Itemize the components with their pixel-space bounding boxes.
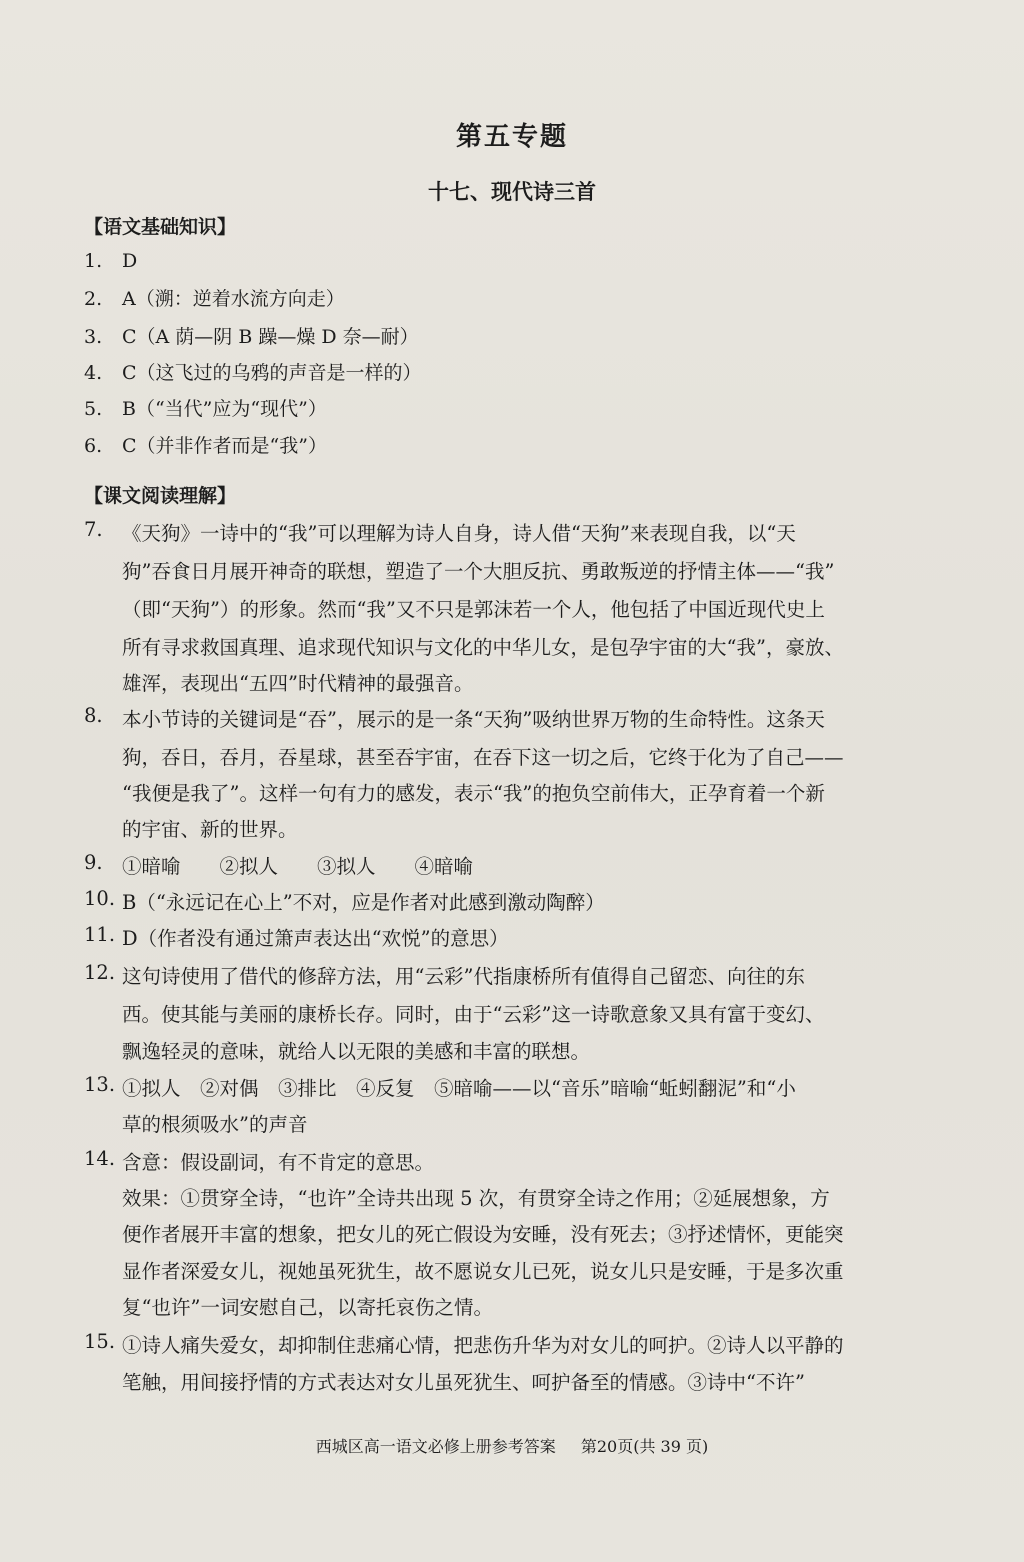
q14-line: 效果：①贯穿全诗，“也许”全诗共出现 5 次，有贯穿全诗之作用；②延展想象，方 — [122, 1187, 830, 1210]
q9-text: ①暗喻 ②拟人 ③拟人 ④暗喻 — [122, 855, 474, 878]
footer-doc-title: 西城区高一语文必修上册参考答案 — [315, 1437, 556, 1456]
q10-text: B（“永远记在心上”不对，应是作者对此感到激动陶醉） — [122, 891, 605, 914]
page-title: 第五专题 — [455, 122, 568, 152]
q7-line: 所有寻求救国真理、追求现代知识与文化的中华儿女，是包孕宇宙的大“我”，豪放、 — [122, 636, 844, 659]
q14-line: 便作者展开丰富的想象，把女儿的死亡假设为安睡，没有死去；③抒述情怀，更能突 — [122, 1223, 844, 1246]
item-number: 4. — [84, 362, 103, 384]
item-number: 11. — [84, 923, 116, 946]
item-text: C（这飞过的乌鸦的声音是一样的） — [122, 362, 422, 384]
q8-line: 本小节诗的关键词是“吞”，展示的是一条“天狗”吸纳世界万物的生命特性。这条天 — [122, 708, 825, 731]
item-number: 12. — [84, 961, 116, 984]
q8-line: 狗，吞日，吞月，吞星球，甚至吞宇宙，在吞下这一切之后，它终于化为了自己—— — [122, 746, 844, 769]
item-text: D — [122, 250, 138, 272]
q13-line: ①拟人 ②对偶 ③排比 ④反复 ⑤暗喻——以“音乐”暗喻“蚯蚓翻泥”和“小 — [122, 1077, 796, 1100]
item-text: C（并非作者而是“我”） — [122, 435, 327, 457]
item-number: 1. — [84, 250, 103, 272]
item-text: B（“当代”应为“现代”） — [122, 398, 327, 420]
item-number: 13. — [84, 1073, 116, 1096]
item-number: 6. — [84, 435, 103, 457]
q13-line: 草的根须吸水”的声音 — [122, 1113, 308, 1136]
section-subtitle: 十七、现代诗三首 — [428, 180, 596, 204]
q14-line: 含意：假设副词，有不肯定的意思。 — [122, 1151, 435, 1174]
q8-line: 的宇宙、新的世界。 — [122, 818, 298, 841]
item-number: 15. — [84, 1330, 116, 1353]
item-number: 7. — [84, 518, 103, 541]
q7-line: （即“天狗”）的形象。然而“我”又不只是郭沫若一个人，他包括了中国近现代史上 — [122, 598, 825, 621]
item-text: C（A 荫—阴 B 躁—燥 D 奈—耐） — [122, 326, 419, 348]
item-number: 2. — [84, 288, 103, 310]
q7-line: 《天狗》一诗中的“我”可以理解为诗人自身，诗人借“天狗”来表现自我，以“天 — [122, 522, 796, 545]
item-number: 3. — [84, 326, 103, 348]
q7-line: 狗”吞食日月展开神奇的联想，塑造了一个大胆反抗、勇敢叛逆的抒情主体——“我” — [122, 560, 835, 583]
item-number: 5. — [84, 398, 103, 420]
q8-line: “我便是我了”。这样一句有力的感发，表示“我”的抱负空前伟大，正孕育着一个新 — [122, 782, 825, 805]
q7-line: 雄浑，表现出“五四”时代精神的最强音。 — [122, 672, 474, 695]
page-footer — [0, 1434, 1024, 1457]
q11-text: D（作者没有通过箫声表达出“欢悦”的意思） — [122, 927, 509, 950]
q15-line: 笔触，用间接抒情的方式表达对女儿虽死犹生、呵护备至的情感。③诗中“不许” — [122, 1371, 805, 1394]
item-text: A（溯：逆着水流方向走） — [122, 288, 345, 310]
item-number: 9. — [84, 851, 103, 874]
footer-page-number: 第20页(共 39 页) — [580, 1437, 709, 1456]
q12-line: 西。使其能与美丽的康桥长存。同时，由于“云彩”这一诗歌意象又具有富于变幻、 — [122, 1003, 825, 1026]
q12-line: 这句诗使用了借代的修辞方法，用“云彩”代指康桥所有值得自己留恋、向往的东 — [122, 965, 805, 988]
section-heading-basic: 【语文基础知识】 — [84, 216, 237, 238]
q14-line: 复“也许”一词安慰自己，以寄托哀伤之情。 — [122, 1296, 493, 1319]
q12-line: 飘逸轻灵的意味，就给人以无限的美感和丰富的联想。 — [122, 1040, 591, 1063]
q14-line: 显作者深爱女儿，视她虽死犹生，故不愿说女儿已死，说女儿只是安睡，于是多次重 — [122, 1260, 844, 1283]
q15-line: ①诗人痛失爱女，却抑制住悲痛心情，把悲伤升华为对女儿的呵护。②诗人以平静的 — [122, 1334, 844, 1357]
item-number: 8. — [84, 704, 103, 727]
section-heading-reading: 【课文阅读理解】 — [84, 485, 237, 507]
item-number: 14. — [84, 1147, 116, 1170]
item-number: 10. — [84, 887, 116, 910]
